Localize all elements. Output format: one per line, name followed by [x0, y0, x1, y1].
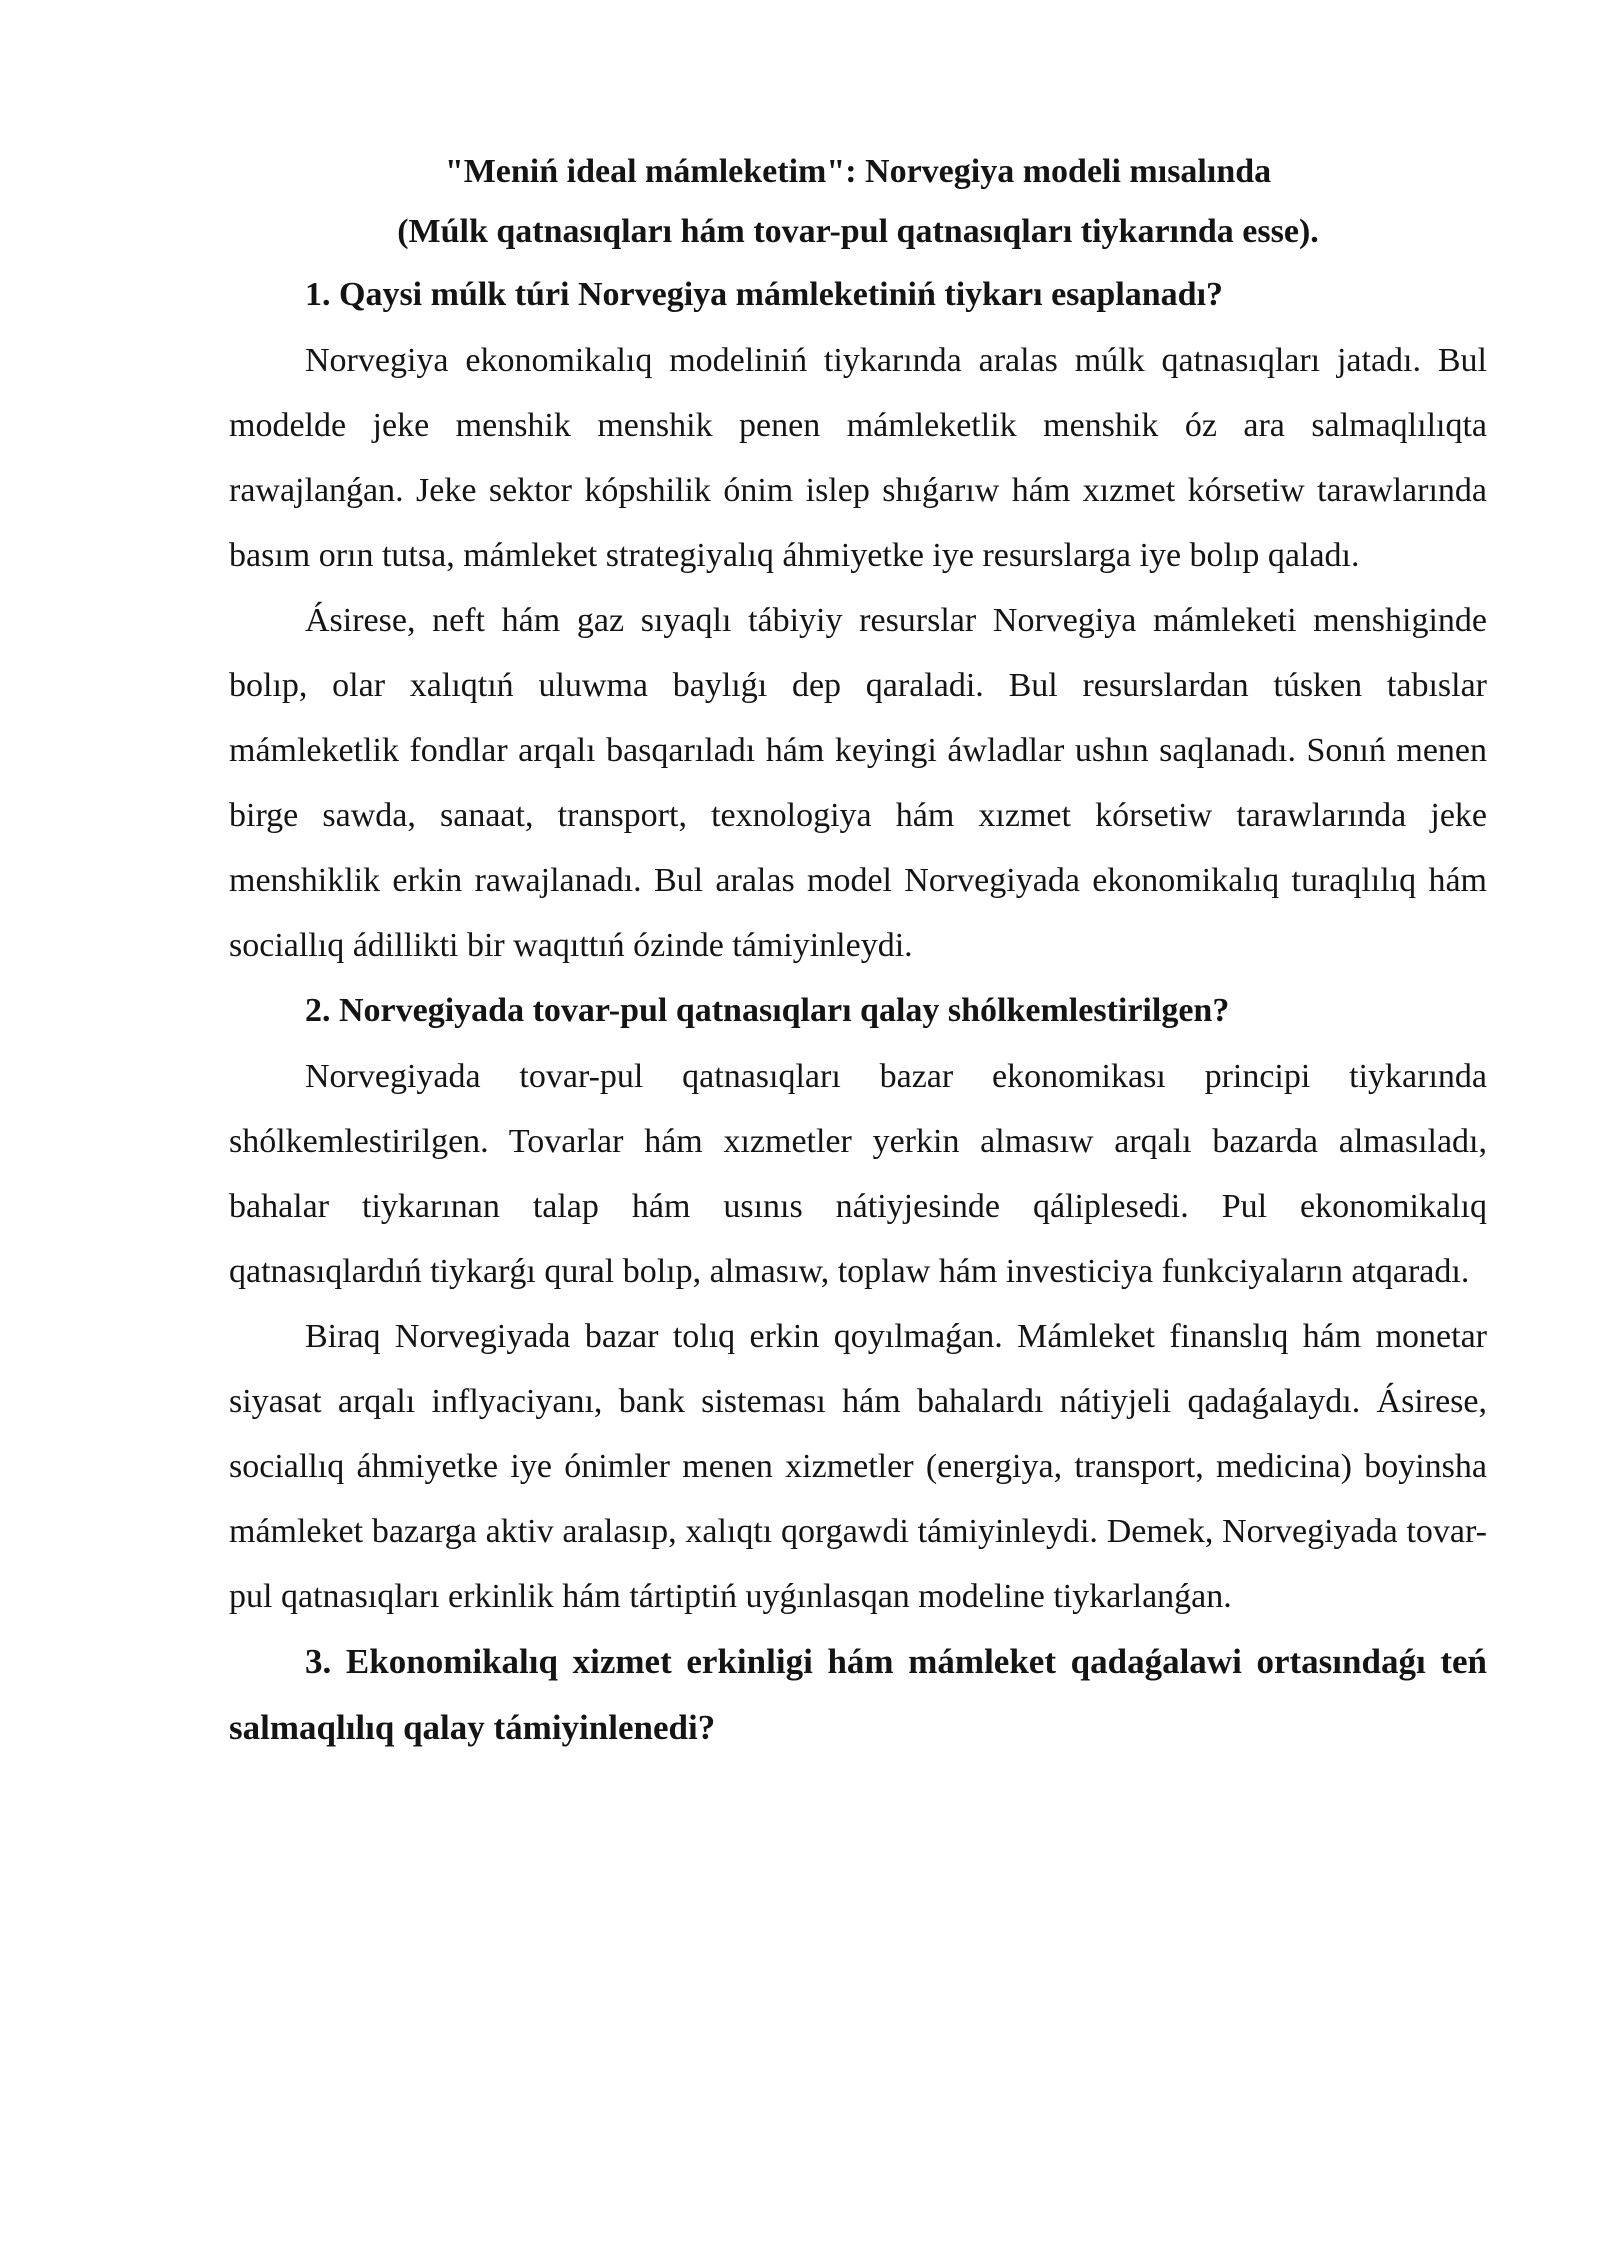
section-1-paragraph-2: Ásirese, neft hám gaz sıyaqlı tábiyiy resurslar Norvegiya mámleketi menshiginde bolıp, olar xalıqtıń uluwma baylıǵı dep qaraladi. Bul resurslardan túsken tabıslar mámleketlik fondlar arqalı basqarıladı hám keyingi áwladlar ushın saqlanadı. Sonıń menen birge sawda, sanaat, transport, texnologiya hám xızmet kórsetiw tarawlarında jeke menshiklik erkin rawajlanadı. Bul aralas model Norvegiyada ekonomikalıq turaqlılıq hám sociallıq ádillikti bir waqıttıń ózinde támiyinleydi. — [229, 602, 1487, 964]
section-2-paragraph-2: Biraq Norvegiyada bazar tolıq erkin qoyılmaǵan. Mámleket finanslıq hám monetar siyasat arqalı inflyaciyanı, bank sisteması hám bahalardı nátiyjeli qadaǵalaydı. Ásirese, sociallıq áhmiyetke iye ónimler menen xizmetler (energiya, transport, medicina) boyinsha mámleket bazarga aktiv aralasıp, xalıqtı qorgawdi támiyinleydi. Demek, Norvegiyada tovar-pul qatnasıqları erkinlik hám tártiptiń uyǵınlasqan modeline tiykarlanǵan. — [229, 1318, 1487, 1615]
section-1-paragraph-1: Norvegiya ekonomikalıq modeliniń tiykarında aralas múlk qatnasıqları jatadı. Bul modelde jeke menshik menshik penen mámleketlik menshik óz ara salmaqlılıqta rawajlanǵan. Jeke sektor kópshilik ónim islep shıǵarıw hám xızmet kórsetiw tarawlarında basım orın tutsa, mámleket strategiyalıq áhmiyetke iye resurslarga iye bolıp qaladı. — [229, 342, 1487, 574]
document-body — [229, 142, 1487, 1761]
section-2-question: 2. Norvegiyada tovar-pul qatnasıqları qalay shólkemlestirilgen? — [305, 992, 1230, 1029]
document-title-line-1: "Meniń ideal mámleketim": Norvegiya modeli mısalında — [444, 153, 1272, 190]
section-2-paragraph-1: Norvegiyada tovar-pul qatnasıqları bazar ekonomikası principi tiykarında shólkemlestirilgen. Tovarlar hám xızmetler yerkin almasıw arqalı bazarda almasıladı, bahalar tiykarınan talap hám usınıs nátiyjesinde qáliplesedi. Pul ekonomikalıq qatnasıqlardıń tiykarǵı qural bolıp, almasıw, toplaw hám investiciya funkciyaların atqaradı. — [229, 1058, 1487, 1290]
section-3-question: 3. Ekonomikalıq xizmet erkinligi hám mámleket qadaǵalawi ortasındaǵı teń salmaqlılıq qalay támiyinlenedi? — [229, 1642, 1487, 1747]
section-1-question: 1. Qaysi múlk túri Norvegiya mámleketiniń tiykarı esaplanadı? — [305, 276, 1224, 313]
document-title-line-2: (Múlk qatnasıqları hám tovar-pul qatnasıqları tiykarında esse). — [397, 213, 1319, 250]
